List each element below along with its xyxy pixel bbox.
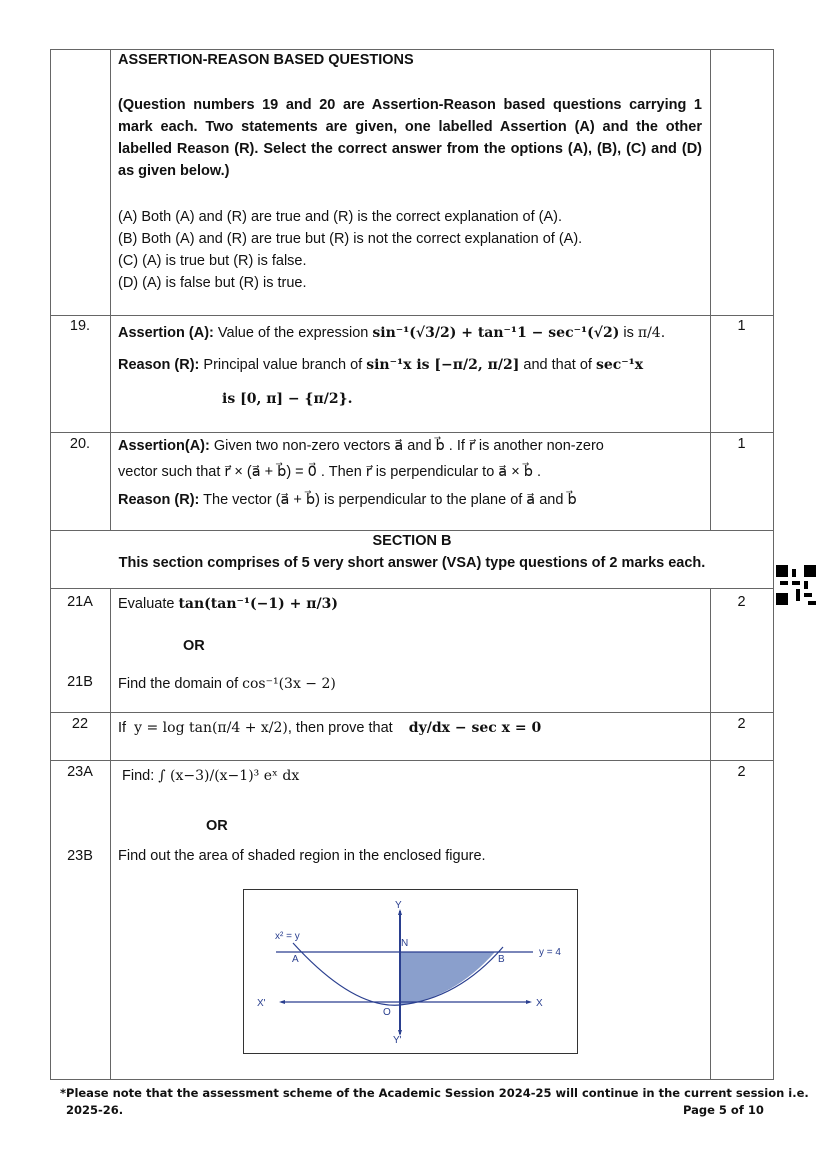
row-divider (50, 760, 774, 761)
section-heading: ASSERTION-REASON BASED QUESTIONS (118, 52, 414, 68)
q19-assertion (118, 325, 665, 341)
reason-math: sin⁻¹x is [−π/2, π/2] (366, 357, 520, 373)
reason-math-cont: is [0, π] − {π/2}. (222, 391, 353, 407)
question-number: 21B (67, 674, 93, 690)
reason-math: sec⁻¹x (595, 357, 644, 373)
q21a-text (118, 596, 338, 612)
q21a-math: tan(tan⁻¹(−1) + π/3) (178, 596, 338, 612)
domain-label: Find the domain of (118, 676, 239, 692)
label-o: O (383, 1007, 391, 1018)
q19-reason (118, 357, 643, 373)
row-divider (50, 712, 774, 713)
assertion-label: Assertion(A): (118, 438, 210, 454)
question-number: 23B (67, 848, 93, 864)
find-label: Find: (122, 768, 155, 784)
label-y-prime: Y' (393, 1035, 402, 1046)
marks: 2 (737, 764, 746, 780)
assertion-label: Assertion (A): (118, 325, 214, 341)
col-divider (110, 588, 111, 1079)
q21b-text (118, 676, 336, 692)
option-c: (C) (A) is true but (R) is false. (118, 253, 307, 269)
assertion-math: sin⁻¹(√3/2) + tan⁻¹1 − sec⁻¹(√2) (372, 325, 620, 341)
footer-note-cont: 2025-26. (66, 1103, 124, 1117)
q23a-math: ∫ (x−3)/(x−1)³ eˣ dx (158, 768, 300, 784)
q21b-math: cos⁻¹(3x − 2) (242, 676, 336, 692)
table-border (50, 49, 774, 50)
qr-code-icon (776, 565, 816, 605)
col-divider (710, 588, 711, 1079)
reason-text: The vector (a⃗ + b⃗) is perpendicular to the plane of a⃗ and b⃗ (203, 492, 577, 508)
q20-reason (118, 492, 577, 508)
evaluate-label: Evaluate (118, 596, 175, 612)
parabola-figure (243, 889, 578, 1054)
row-divider (50, 432, 774, 433)
option-list (118, 206, 582, 294)
or-separator: OR (206, 818, 228, 834)
option-d: (D) (A) is false but (R) is true. (118, 275, 307, 291)
reason-label: Reason (R): (118, 492, 200, 508)
assertion-text: Value of the expression (217, 325, 369, 341)
question-number: 20. (69, 436, 91, 452)
col-divider (110, 49, 111, 530)
label-a: A (292, 954, 299, 965)
row-divider (50, 588, 774, 589)
section-b-subtitle: This section comprises of 5 very short answer (VSA) type questions of 2 marks each. (118, 555, 706, 571)
question-number: 22 (71, 716, 89, 732)
assertion-is: is (623, 325, 634, 341)
q23b-text: Find out the area of shaded region in the enclosed figure. (118, 848, 486, 864)
section-b-title: SECTION B (372, 533, 452, 549)
question-number: 21A (67, 594, 93, 610)
assertion-text: Given two non-zero vectors a⃗ and b⃗ . If r⃗ is another non-zero (213, 438, 604, 454)
option-b: (B) Both (A) and (R) are true but (R) is not the correct explanation of (A). (118, 231, 583, 247)
reason-label: Reason (R): (118, 357, 200, 373)
option-a: (A) Both (A) and (R) are true and (R) is the correct explanation of (A). (118, 209, 563, 225)
marks: 1 (737, 318, 746, 334)
label-x: X (536, 998, 543, 1009)
label-x-prime: X' (257, 998, 266, 1009)
q22-text (118, 720, 541, 736)
footer-note: *Please note that the assessment scheme of the Academic Session 2024-25 will continue in the current session i.e. (60, 1086, 809, 1100)
page-number: Page 5 of 10 (683, 1103, 764, 1117)
label-n: N (401, 938, 409, 949)
question-number: 23A (67, 764, 93, 780)
q22-prove: , then prove that (287, 720, 393, 736)
assertion-result: π/4. (637, 325, 666, 341)
marks: 1 (737, 436, 746, 452)
reason-text: Principal value branch of (203, 357, 363, 373)
col-divider (710, 49, 711, 530)
q20-assertion-cont: vector such that r⃗ × (a⃗ + b⃗) = 0⃗ . Then r⃗ is perpendicular to a⃗ × b⃗ . (118, 464, 541, 480)
q23a-text (122, 768, 299, 784)
row-divider (50, 315, 774, 316)
q22-math: y = log tan(π/4 + x/2) (134, 720, 288, 736)
marks: 2 (737, 716, 746, 732)
label-line: y = 4 (539, 947, 561, 958)
row-divider (50, 530, 774, 531)
table-border (50, 1079, 774, 1080)
if-label: If (118, 720, 127, 736)
marks: 2 (737, 594, 746, 610)
reason-mid: and that of (523, 357, 592, 373)
label-b: B (498, 954, 505, 965)
q20-assertion (118, 438, 604, 454)
instructions: (Question numbers 19 and 20 are Assertion-Reason based questions carrying 1 mark each. Two statements are given, one labelled Assertion (A) and the other labelled Reason (R). Select the correct answer from the options (A), (B), (C) and (D) as given below.) (118, 97, 702, 179)
label-curve: x² = y (275, 931, 300, 942)
question-number: 19. (69, 318, 91, 334)
label-y: Y (395, 900, 402, 911)
q22-math: dy/dx − sec x = 0 (408, 720, 542, 736)
or-separator: OR (183, 638, 205, 654)
